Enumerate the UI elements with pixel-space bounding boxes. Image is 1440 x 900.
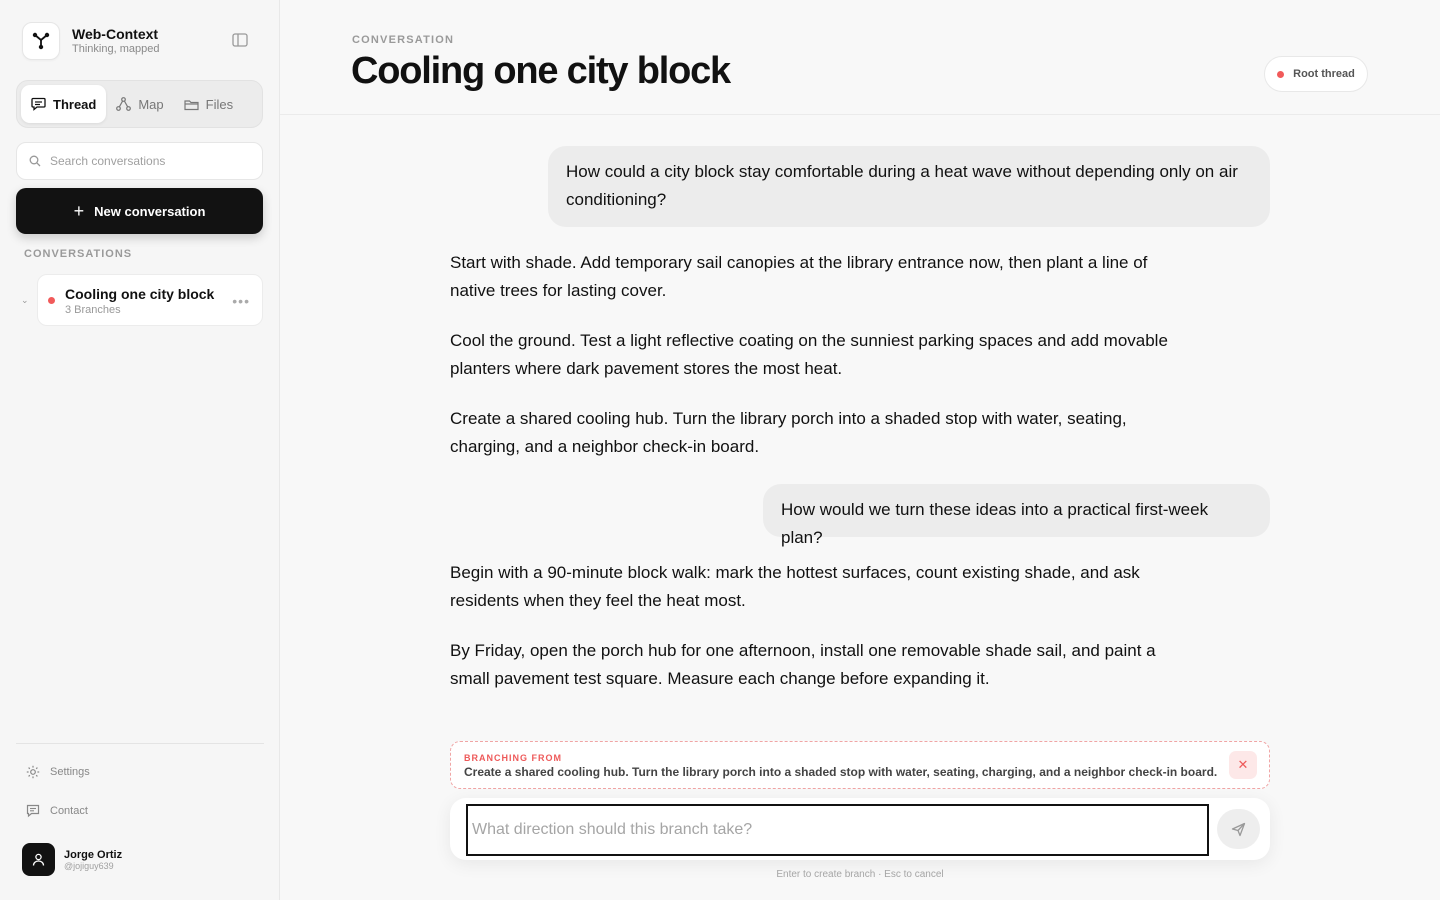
brand [22,22,159,60]
app-tagline: Thinking, mapped [72,43,160,55]
conversation-item[interactable] [37,274,263,326]
tab-map[interactable] [106,85,173,123]
user-handle: @jojiguy639 [64,860,114,871]
assistant-paragraph[interactable]: Start with shade. Add temporary sail canopies at the library entrance now, then plant a line of native trees for lasting cover. [450,253,1148,300]
assistant-paragraph[interactable]: Begin with a 90-minute block walk: mark the hottest surfaces, count existing shade, and ask residents when they feel the heat most. [450,563,1140,610]
user-message: How would we turn these ideas into a practical first-week plan? [763,484,1270,537]
assistant-paragraph[interactable]: By Friday, open the porch hub for one afternoon, install one removable shade sail, and paint a small pavement test square. Measure each change before expanding it. [450,641,1156,688]
search-input[interactable] [50,154,240,168]
tab-thread-label: Thread [53,96,97,112]
send-button[interactable] [1217,809,1260,849]
tab-thread[interactable] [21,85,106,123]
more-options-icon[interactable]: ••• [232,293,250,309]
close-icon[interactable]: ✕ [1229,751,1257,779]
branch-context [450,741,1270,789]
folder-icon [184,98,199,111]
gear-icon [26,765,40,779]
new-conversation-label: New conversation [94,203,206,219]
composer [450,798,1270,860]
tab-files-label: Files [205,96,234,112]
app-name: Web-Context [72,26,159,42]
sidebar-toggle-icon[interactable] [232,33,250,49]
send-icon [1231,822,1246,837]
tab-files[interactable] [174,85,243,123]
message-icon [26,804,40,818]
composer-hint: Enter to create branch · Esc to cancel [776,869,944,880]
settings-label: Settings [50,766,90,778]
sidebar [0,0,280,900]
tab-map-label: Map [138,96,164,112]
user-message: How could a city block stay comfortable during a heat wave without depending only on air conditioning? [548,146,1270,227]
search-box [16,142,263,180]
chat-icon [31,97,46,111]
search-icon [29,155,41,167]
root-thread-badge[interactable] [1264,56,1368,92]
avatar [22,843,55,876]
contact-label: Contact [50,805,88,817]
status-dot [48,297,55,304]
user-profile[interactable] [22,843,122,876]
root-thread-label: Root thread [1293,68,1355,80]
conversation-branch-count: 3 Branches [65,304,121,316]
branch-direction-input[interactable] [466,804,1209,856]
contact-link[interactable] [26,804,88,818]
graph-icon [116,97,131,111]
status-dot [1277,71,1284,78]
conversations-heading: CONVERSATIONS [24,248,133,260]
view-tabs [16,80,263,128]
settings-link[interactable] [26,765,90,779]
branch-label: BRANCHING FROM [464,753,562,763]
page-title: Cooling one city block [351,50,730,92]
assistant-paragraph[interactable]: Create a shared cooling hub. Turn the library porch into a shaded stop with water, seating, charging, and a neighbor check-in board. [450,409,1127,456]
plus-icon: + [73,201,85,221]
chevron-down-icon[interactable]: ⌄ [21,295,29,305]
new-conversation-button[interactable] [16,188,263,234]
conversation-title: Cooling one city block [65,286,215,302]
conversation-header [280,0,1440,115]
assistant-paragraph[interactable]: Cool the ground. Test a light reflective coating on the sunniest parking spaces and add movable planters where dark pavement stores the most heat. [450,331,1168,378]
user-icon [32,853,45,866]
logo-icon [22,22,60,60]
user-name: Jorge Ortiz [64,848,123,861]
branch-source-text: Create a shared cooling hub. Turn the library porch into a shaded stop with water, seating, charging, and a neighbor check-in board. [464,765,1218,779]
header-kicker: CONVERSATION [352,34,455,46]
sidebar-divider [16,743,264,744]
